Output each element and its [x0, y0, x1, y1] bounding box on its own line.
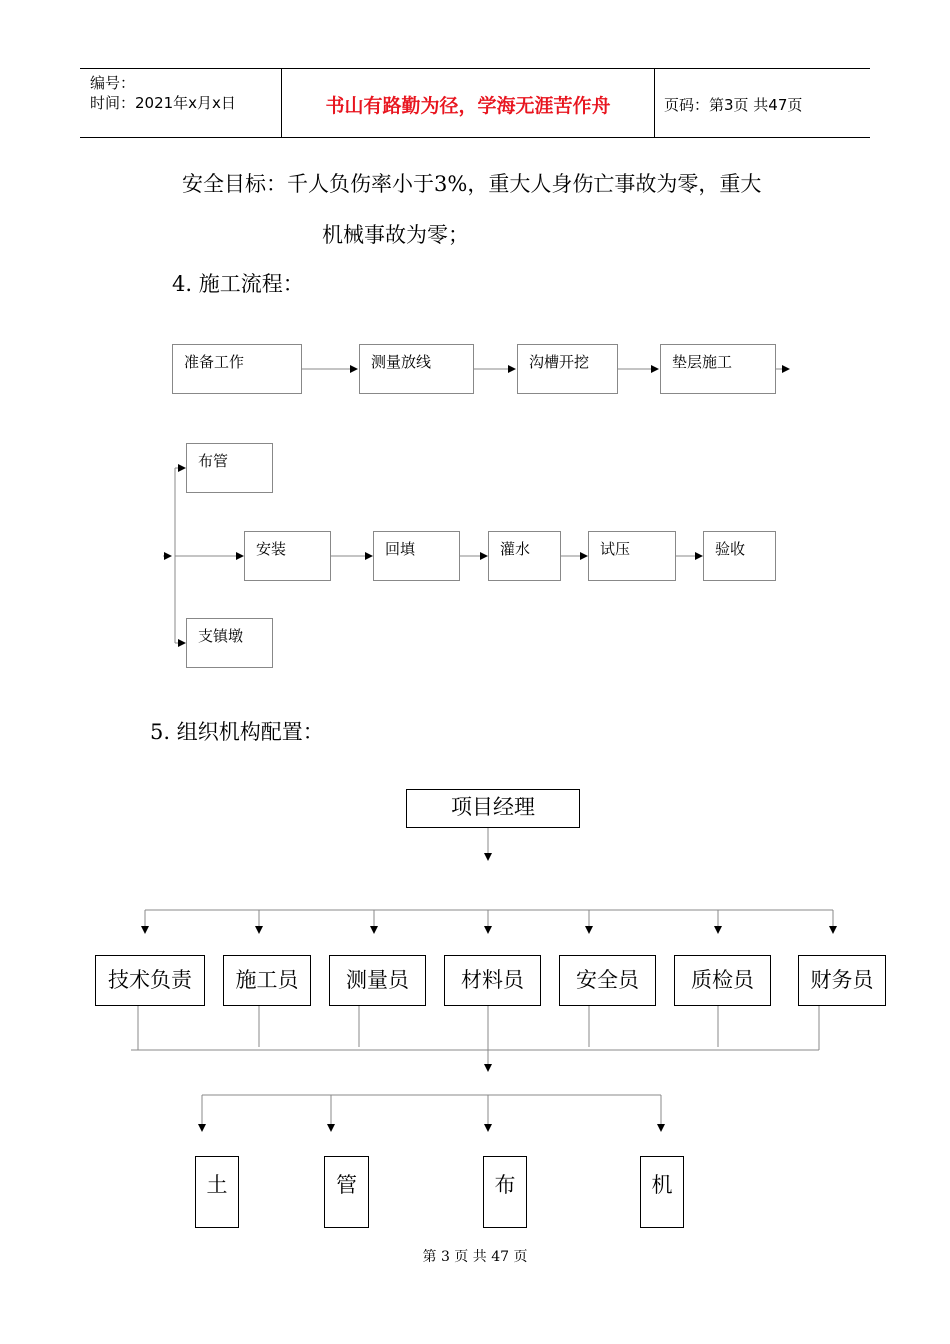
flow-step-acceptance: 验收	[703, 531, 776, 581]
flow-step-water-fill: 灌水	[488, 531, 561, 581]
flow-step-survey: 测量放线	[359, 344, 474, 394]
flow-step-prepare: 准备工作	[172, 344, 302, 394]
flow-step-lay-pipe: 布管	[186, 443, 273, 493]
org-team-earth: 土	[195, 1156, 239, 1228]
org-team-pipe: 管	[324, 1156, 369, 1228]
org-staff-quality: 质检员	[674, 955, 771, 1006]
code-label: 编号：	[90, 74, 136, 92]
org-staff-safety: 安全员	[559, 955, 656, 1006]
flow-step-cushion: 垫层施工	[660, 344, 776, 394]
header-page-info: 页码：第3页 共47页	[664, 96, 803, 114]
org-staff-finance: 财务员	[798, 955, 886, 1006]
flow-step-install: 安装	[244, 531, 331, 581]
flow-step-thrust-block: 支镇墩	[186, 618, 273, 668]
flow-step-pressure-test: 试压	[588, 531, 676, 581]
section5-title: 5. 组织机构配置：	[150, 720, 324, 744]
flow-step-trench: 沟槽开挖	[517, 344, 618, 394]
safety-goal-line1: 安全目标：千人负伤率小于3%，重大人身伤亡事故为零，重大	[182, 172, 762, 196]
org-staff-construction: 施工员	[223, 955, 311, 1006]
org-staff-material: 材料员	[444, 955, 541, 1006]
safety-goal-line2: 机械事故为零；	[322, 223, 469, 247]
org-team-machine: 机	[640, 1156, 684, 1228]
org-staff-tech-lead: 技术负责	[95, 955, 205, 1006]
org-team-lay: 布	[483, 1156, 527, 1228]
section4-title: 4. 施工流程：	[172, 272, 304, 296]
time-label: 时间：2021年x月x日	[90, 94, 236, 112]
page-footer: 第 3 页 共 47 页	[422, 1249, 528, 1265]
org-staff-survey: 测量员	[329, 955, 426, 1006]
header-motto: 书山有路勤为径，学海无涯苦作舟	[325, 95, 611, 117]
flow-step-backfill: 回填	[373, 531, 460, 581]
org-project-manager: 项目经理	[406, 789, 580, 828]
